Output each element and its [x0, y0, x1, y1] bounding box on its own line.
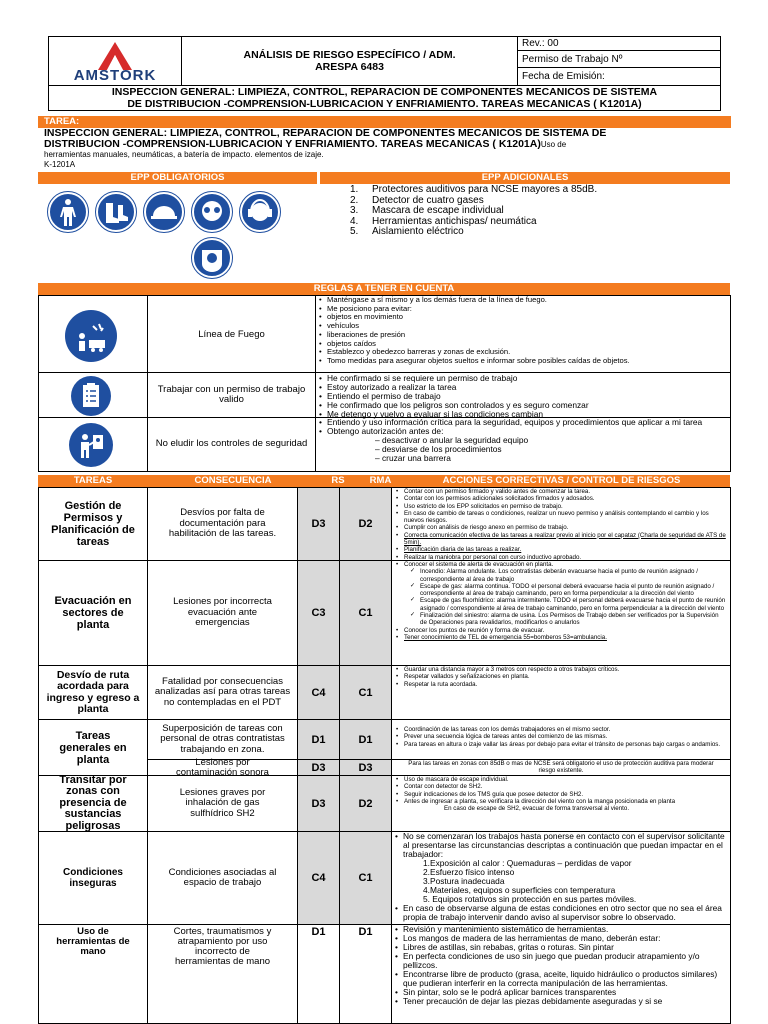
epp-item: 2. Detector de cuatro gases	[350, 194, 484, 206]
rs-cell: D1	[297, 719, 340, 760]
subtitle-line-1: INSPECCION GENERAL: LIMPIEZA, CONTROL, REPARACION DE COMPONENTES MECANICOS DE SISTEMA	[111, 86, 658, 98]
permit-cell	[517, 50, 721, 68]
rule-bullet: • Entiendo el permiso de trabajo	[319, 392, 727, 401]
rule-icon-cell	[38, 295, 148, 373]
consequence-cell: Cortes, traumatismos y atrapamiento por uso incorrecto de herramientas de mano	[147, 924, 298, 1024]
rma-cell: D2	[339, 775, 392, 832]
action-check-item: ✓ Escape de gas: alarma continua. TODO el personal deberá evacuarse hacia el punto de reunión asignado / correspondiente al área de trabajo caminando, pero en forma perpendicular a la dirección del viento	[410, 583, 726, 598]
action-item: • Tener conocimiento de TEL de emergencia 55=bomberos 53=ambulancia.	[396, 634, 726, 641]
rule-icon-cell	[38, 417, 148, 472]
action-item: • Guardar una distancia mayor a 3 metros con respecto a otros trabajos críticos.	[396, 666, 726, 673]
action-numbered-item: 4.Materiales, equipos o superficies con temperatura	[423, 884, 616, 895]
actions-cell	[391, 560, 731, 666]
rma-cell: D1	[339, 924, 392, 1024]
action-item: • Contar con detector de SH2.	[396, 783, 726, 790]
epp-item-text: Mascara de escape individual	[372, 205, 504, 216]
action-item: • Prever una secuencia lógica de tareas antes del comienzo de las mismas.	[396, 733, 726, 740]
rule-bullet: • He confirmado si se requiere un permiso de trabajo	[319, 374, 727, 383]
task-cell: Condiciones inseguras	[38, 831, 148, 925]
rma-cell: D1	[339, 719, 392, 760]
action-item: • En caso de observarse alguna de estas condiciones en otro sector que no sea el área propia de trabajo intervenir dando aviso al supervisor sobre lo observado.	[395, 904, 727, 922]
rma-cell: D3	[339, 759, 392, 776]
goggles-icon	[192, 192, 232, 232]
actions-cell	[391, 719, 731, 760]
permit-text: Permiso de Trabajo Nº	[522, 54, 623, 65]
action-item: • Coordinación de las tareas con los demás trabajadores en el mismo sector.	[396, 726, 726, 733]
header-logo-cell	[48, 36, 182, 86]
rule-bullet: • Entiendo y uso información crítica para la seguridad, equipos y procedimientos que aplicar a mi tarea	[319, 418, 727, 427]
date-text: Fecha de Emisión:	[522, 71, 605, 82]
rs-cell: D3	[297, 775, 340, 832]
rev-cell	[517, 36, 721, 51]
consequence-cell: Superposición de tareas con personal de otras contratistas trabajando en zona.	[147, 719, 298, 760]
subtitle-line-2: DE DISTRIBUCION -COMPRENSION-LUBRICACION Y ENFRIAMIENTO. TAREAS MECANICAS ( K1201A)	[127, 98, 642, 110]
action-check-item: ✓ Escape de gas fluorhídrico: alarma intermitente. TODO el personal deberá evacuarse hacia el punto de reunión asignado / correspondiente al área de trabajo caminando, pero en forma perpendicular a la dirección del viento	[410, 597, 726, 612]
consequence-cell: Lesiones por contaminación sonora	[147, 759, 298, 776]
rev-text: Rev.: 00	[522, 38, 559, 49]
action-item: • En perfecta condiciones de uso sin juego que puedan producir atrapamiento y/o pellizcos.	[395, 952, 727, 970]
rule-name: Línea de Fuego	[198, 328, 265, 340]
permit-clipboard-icon	[71, 376, 111, 416]
action-item: • Los mangos de madera de las herramientas de mano, deberán estar:	[395, 934, 727, 943]
actions-cell	[391, 924, 731, 1024]
title-line-1: ANÁLISIS DE RIESGO ESPECÍFICO / ADM.	[243, 49, 456, 61]
rule-name: Trabajar con un permiso de trabajo valido	[157, 383, 306, 405]
task-cell: Desvío de ruta acordada para ingreso y egreso a planta	[38, 665, 148, 720]
action-item: • Respetar la ruta acordada.	[396, 681, 726, 688]
tarea-label: TAREA:	[44, 116, 80, 127]
epp-additional-list	[350, 185, 730, 238]
task-cell: Uso de herramientas de mano	[38, 924, 148, 1024]
actions-cell	[391, 487, 731, 561]
actions-cell	[391, 665, 731, 720]
action-item: • Conocer el sistema de alerta de evacuación en planta.	[396, 561, 726, 568]
rule-sub-item: – desviarse de los procedimientos	[375, 443, 502, 454]
ear-protection-icon	[240, 192, 280, 232]
actions-cell	[391, 775, 731, 832]
epp-item: 5. Aislamiento eléctrico	[350, 226, 464, 237]
rules-header: REGLAS A TENER EN CUENTA	[38, 283, 730, 295]
rule-bullet: • objetos caídos	[319, 340, 727, 349]
action-numbered-item: 2.Esfuerzo físico intenso	[423, 866, 515, 877]
tarea-line-1: INSPECCION GENERAL: LIMPIEZA, CONTROL, REPARACION DE COMPONENTES MECANICOS DE SISTEMA DE	[44, 127, 607, 139]
col-header-consecuencia: CONSECUENCIA	[194, 475, 272, 486]
rma-cell: C1	[339, 831, 392, 925]
action-note: En caso de escape de SH2, evacuar de forma transversal al viento.	[444, 805, 630, 813]
tarea-tail-3: K-1201A	[44, 160, 76, 169]
header-subtitle	[48, 85, 721, 111]
consequence-cell: Condiciones asociadas al espacio de trabajo	[147, 831, 298, 925]
consequence-cell: Desvíos por falta de documentación para habilitación de las tareas.	[147, 487, 298, 561]
action-item: • Para tareas en altura o izaje vallar las áreas por debajo para evitar el tránsito de personas bajo cargas o andamios.	[396, 741, 726, 748]
rule-sub-item: – desactivar o anular la seguridad equipo	[375, 434, 529, 445]
rule-bullet: • Obtengo autorización antes de:	[319, 427, 727, 436]
actions-cell	[391, 759, 731, 776]
epp-mandatory-header: EPP OBLIGATORIOS	[38, 172, 317, 184]
action-item: • Cumplir con análisis de riesgo anexo en permiso de trabajo.	[396, 524, 726, 531]
action-numbered-item: 3.Postura inadecuada	[423, 875, 505, 886]
rule-bullet: • Me posiciono para evitar:	[319, 305, 727, 314]
tarea-tail-2: herramientas manuales, neumáticas, a batería de impacto. elementos de izaje.	[44, 150, 324, 159]
action-item: • Correcta comunicación efectiva de las tareas a realizar previo al inicio por el capataz (Charla de seguridad de ATS de 5min).	[396, 532, 726, 547]
rule-name: No eludir los controles de seguridad	[155, 438, 308, 450]
epp-item: 4. Herramientas antichispas/ neumática	[350, 215, 537, 227]
rma-cell: C1	[339, 665, 392, 720]
action-item: • Libres de astillas, sin rebabas, gritas o roturas. Sin pintar	[395, 943, 727, 952]
rule-bullets-cell	[315, 417, 731, 472]
rma-cell: D2	[339, 487, 392, 561]
rule-bullet: • Me detengo y vuelvo a evaluar si las condiciones cambian	[319, 410, 727, 419]
rs-cell: D3	[297, 759, 340, 776]
rs-cell: D1	[297, 924, 340, 1024]
table-header	[38, 475, 730, 487]
consequence-cell: Lesiones por incorrecta evacuación ante emergencias	[147, 560, 298, 666]
action-item: • Contar con un permiso firmado y valido antes de comenzar la tarea.	[396, 488, 726, 495]
task-cell: Evacuación en sectores de planta	[38, 560, 148, 666]
tarea-tail-1: Uso de	[540, 140, 567, 149]
rule-name-cell	[147, 295, 316, 373]
rule-bullet: • Tomo medidas para asegurar objetos sueltos e informar sobre posibles caídas de objetos.	[319, 357, 727, 366]
action-item: • Tener precaución de dejar las piezas debidamente aseguradas y si se	[395, 997, 727, 1006]
epp-item: 3. Mascara de escape individual	[350, 205, 504, 216]
epp-item: 1. Protectores auditivos para NCSE mayores a 85dB.	[350, 184, 598, 195]
helmet-icon	[144, 192, 184, 232]
date-cell	[517, 67, 721, 86]
epp-item-text: Detector de cuatro gases	[372, 194, 484, 206]
action-item: • Respetar vallados y señalizaciones en planta.	[396, 673, 726, 680]
consequence-cell: Lesiones graves por inhalación de gas sulfhídrico SH2	[147, 775, 298, 832]
line-of-fire-icon	[65, 310, 117, 362]
action-item: • En caso de cambio de tareas o condiciones, realizar un nuevo permiso y análisis contemplando el cambio y los nuevos riesgos.	[396, 510, 726, 525]
action-item: • Encontrarse libre de producto (grasa, aceite, liquido hidráulico o productos similares) que pudieran interferir en la correcta manipulación de las herramientas.	[395, 970, 727, 988]
rule-sub-item: – cruzar una barrera	[375, 452, 451, 463]
rule-bullet: • objetos en movimiento	[319, 313, 727, 322]
action-numbered-item: 5. Equipos rotativos sin protección en sus partes móviles.	[423, 893, 637, 904]
action-item: • Uso de mascara de escape individual.	[396, 776, 726, 783]
rule-bullet: • Manténgase a sí mismo y a los demás fuera de la línea de fuego.	[319, 296, 727, 305]
action-item: • Seguir indicaciones de los TMS guía que posee detector de SH2.	[396, 791, 726, 798]
title-line-2: ARESPA 6483	[315, 61, 384, 73]
col-header-acciones: ACCIONES CORRECTIVAS / CONTROL DE RIESGOS	[442, 475, 681, 486]
action-item: • Planificación diaria de las tareas a realizar.	[396, 546, 726, 553]
task-cell: Transitar por zonas con presencia de sustancias peligrosas	[38, 775, 148, 832]
rule-bullet: • Establezco y obedezco barreras y zonas de exclusión.	[319, 348, 727, 357]
epp-item-text: Protectores auditivos para NCSE mayores a 85dB.	[372, 184, 598, 195]
epp-item-text: Aislamiento eléctrico	[372, 226, 464, 237]
rma-cell: C1	[339, 560, 392, 666]
col-header-tareas: TAREAS	[73, 475, 113, 486]
consequence-cell: Fatalidad por consecuencias analizadas así para otras tareas no contempladas en el PDT	[147, 665, 298, 720]
rule-icon-cell	[38, 372, 148, 418]
action-item: • Contar con los permisos adicionales solicitados firmados y adosados.	[396, 495, 726, 502]
action-item: • Conocer los puntos de reunión y forma de evacuar.	[396, 627, 726, 634]
rs-cell: C4	[297, 665, 340, 720]
action-item: • Realizar la maniobra por personal con curso inductivo aprobado.	[396, 554, 726, 561]
action-item: • No se comenzaran los trabajos hasta ponerse en contacto con el supervisor solicitante al presentarse las circunstancias descriptas a continuación que puedan impactar en el trabajador:	[395, 832, 727, 859]
epp-item-text: Herramientas antichispas/ neumática	[372, 215, 537, 227]
task-cell: Gestión de Permisos y Planificación de tareas	[38, 487, 148, 561]
rule-bullets-cell	[315, 372, 731, 418]
rule-bullet: • liberaciones de presión	[319, 331, 727, 340]
rule-name-cell	[147, 372, 316, 418]
col-header-rs: RS	[331, 475, 345, 486]
coverall-icon	[48, 192, 88, 232]
boots-icon	[96, 192, 136, 232]
rs-cell: C3	[297, 560, 340, 666]
action-item: • Antes de ingresar a planta, se verificara la dirección del viento con la manga posicionada en planta	[396, 798, 726, 805]
rule-bullet: • Estoy autorizado a realizar la tarea	[319, 383, 727, 392]
action-item: • Revisión y mantenimiento sistemático de herramientas.	[395, 925, 727, 934]
epp-additional-header: EPP ADICIONALES	[320, 172, 730, 184]
action-numbered-item: 1.Exposición al calor : Quemaduras – perdidas de vapor	[423, 857, 632, 868]
task-cell: Tareas generales en planta	[38, 719, 148, 776]
action-item: • Uso estricto de los EPP solicitados en permiso de trabajo.	[396, 503, 726, 510]
rule-bullets-cell	[315, 295, 731, 373]
actions-cell	[391, 831, 731, 925]
action-check-item: ✓ Finalización del siniestro: alarma de usina. Los Permisos de Trabajo deben ser verificados por la Supervisión de Operaciones para revalidarlos, modificarlos o anularlos	[410, 612, 726, 627]
company-name: AMSTORK	[73, 67, 157, 84]
face-shield-icon	[192, 238, 232, 278]
rs-cell: D3	[297, 487, 340, 561]
action-item: • Sin pintar, solo se le podrá aplicar barnices transparentes	[395, 988, 727, 997]
action-item: Para las tareas en zonas con 85dB o mas de NCSE será obligatorio el uso de protección auditiva para moderar riesgo existente.	[408, 760, 714, 775]
epp-icons	[38, 184, 317, 280]
safety-controls-icon	[69, 423, 113, 467]
tarea-description	[44, 128, 730, 172]
col-header-rma: RMA	[369, 475, 392, 486]
tarea-line-2: DISTRIBUCION -COMPRENSION-LUBRICACION Y ENFRIAMIENTO. TAREAS MECANICAS ( K1201A)	[44, 138, 541, 150]
document-title	[181, 36, 518, 86]
rule-bullet: • He confirmado que los peligros son controlados y es seguro comenzar	[319, 401, 727, 410]
rs-cell: C4	[297, 831, 340, 925]
rule-bullet: • vehículos	[319, 322, 727, 331]
action-check-item: ✓ Incendio: Alarma ondulante. Los contratistas deberán evacuarse hacia el punto de reunión asignado / correspondiente al área de trabajo	[410, 568, 726, 583]
rule-name-cell	[147, 417, 316, 472]
